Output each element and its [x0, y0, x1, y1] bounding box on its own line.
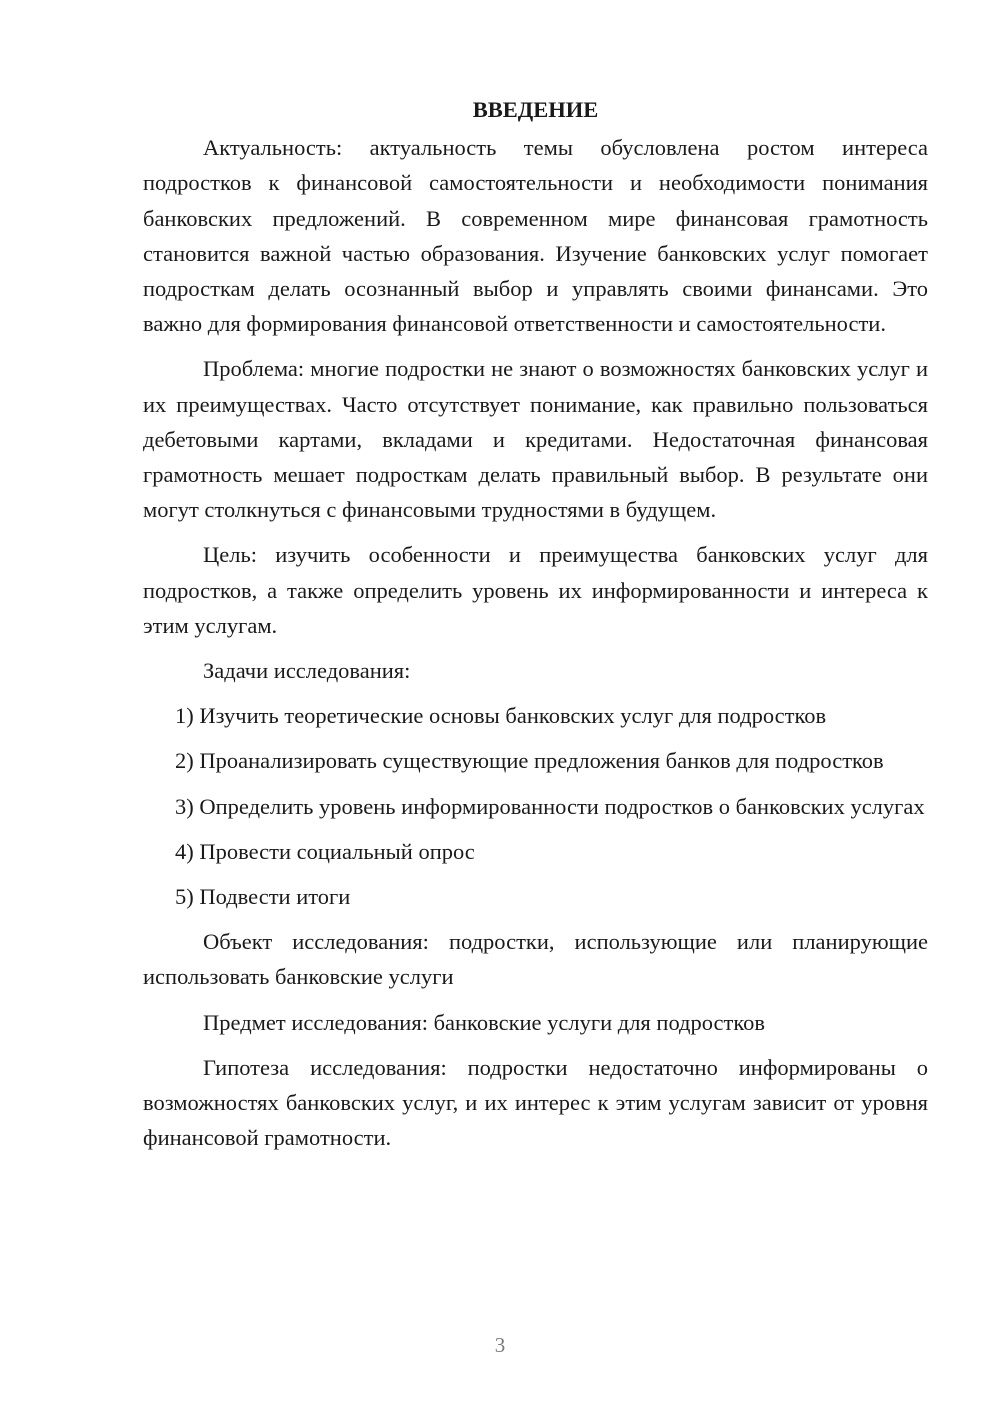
- task-item: 3) Определить уровень информированности подростков о банковских услугах: [175, 793, 925, 819]
- section-title: ВВЕДЕНИЕ: [472, 97, 599, 122]
- task-item: 2) Проанализировать существующие предложения банков для подростков: [175, 748, 884, 774]
- tasks-heading: Задачи исследования:: [203, 658, 411, 684]
- problem-paragraph: Проблема: многие подростки не знают о возможностях банковских услуг и их преимуществах. Часто отсутствует понимание, как правильно пользоваться дебетовыми картами, вкладами и кредитами. Недостаточная финансовая грамотность мешает подросткам делать правильный выбор. В результате они могут столкнуться с финансовыми трудностями в будущем.: [143, 356, 928, 523]
- page-number: 3: [494, 1333, 506, 1357]
- object-paragraph: Объект исследования: подростки, использующие или планирующие использовать банковские услуги: [143, 929, 928, 990]
- goal-paragraph: Цель: изучить особенности и преимущества банковских услуг для подростков, а также определить уровень их информированности и интереса к этим услугам.: [143, 542, 928, 638]
- task-item: 5) Подвести итоги: [175, 884, 351, 910]
- hypothesis-paragraph: Гипотеза исследования: подростки недостаточно информированы о возможностях банковских услуг, и их интерес к этим услугам зависит от уровня финансовой грамотности.: [143, 1054, 928, 1151]
- task-item: 1) Изучить теоретические основы банковских услуг для подростков: [175, 703, 827, 729]
- subject-paragraph: Предмет исследования: банковские услуги для подростков: [203, 1009, 766, 1035]
- relevance-paragraph: Актуальность: актуальность темы обусловлена ростом интереса подростков к финансовой самостоятельности и необходимости понимания банковских предложений. В современном мире финансовая грамотность становится важной частью образования. Изучение банковских услуг помогает подросткам делать осознанный выбор и управлять своими финансами. Это важно для формирования финансовой ответственности и самостоятельности.: [143, 135, 928, 337]
- task-item: 4) Провести социальный опрос: [175, 838, 475, 864]
- document-page: [143, 92, 928, 1165]
